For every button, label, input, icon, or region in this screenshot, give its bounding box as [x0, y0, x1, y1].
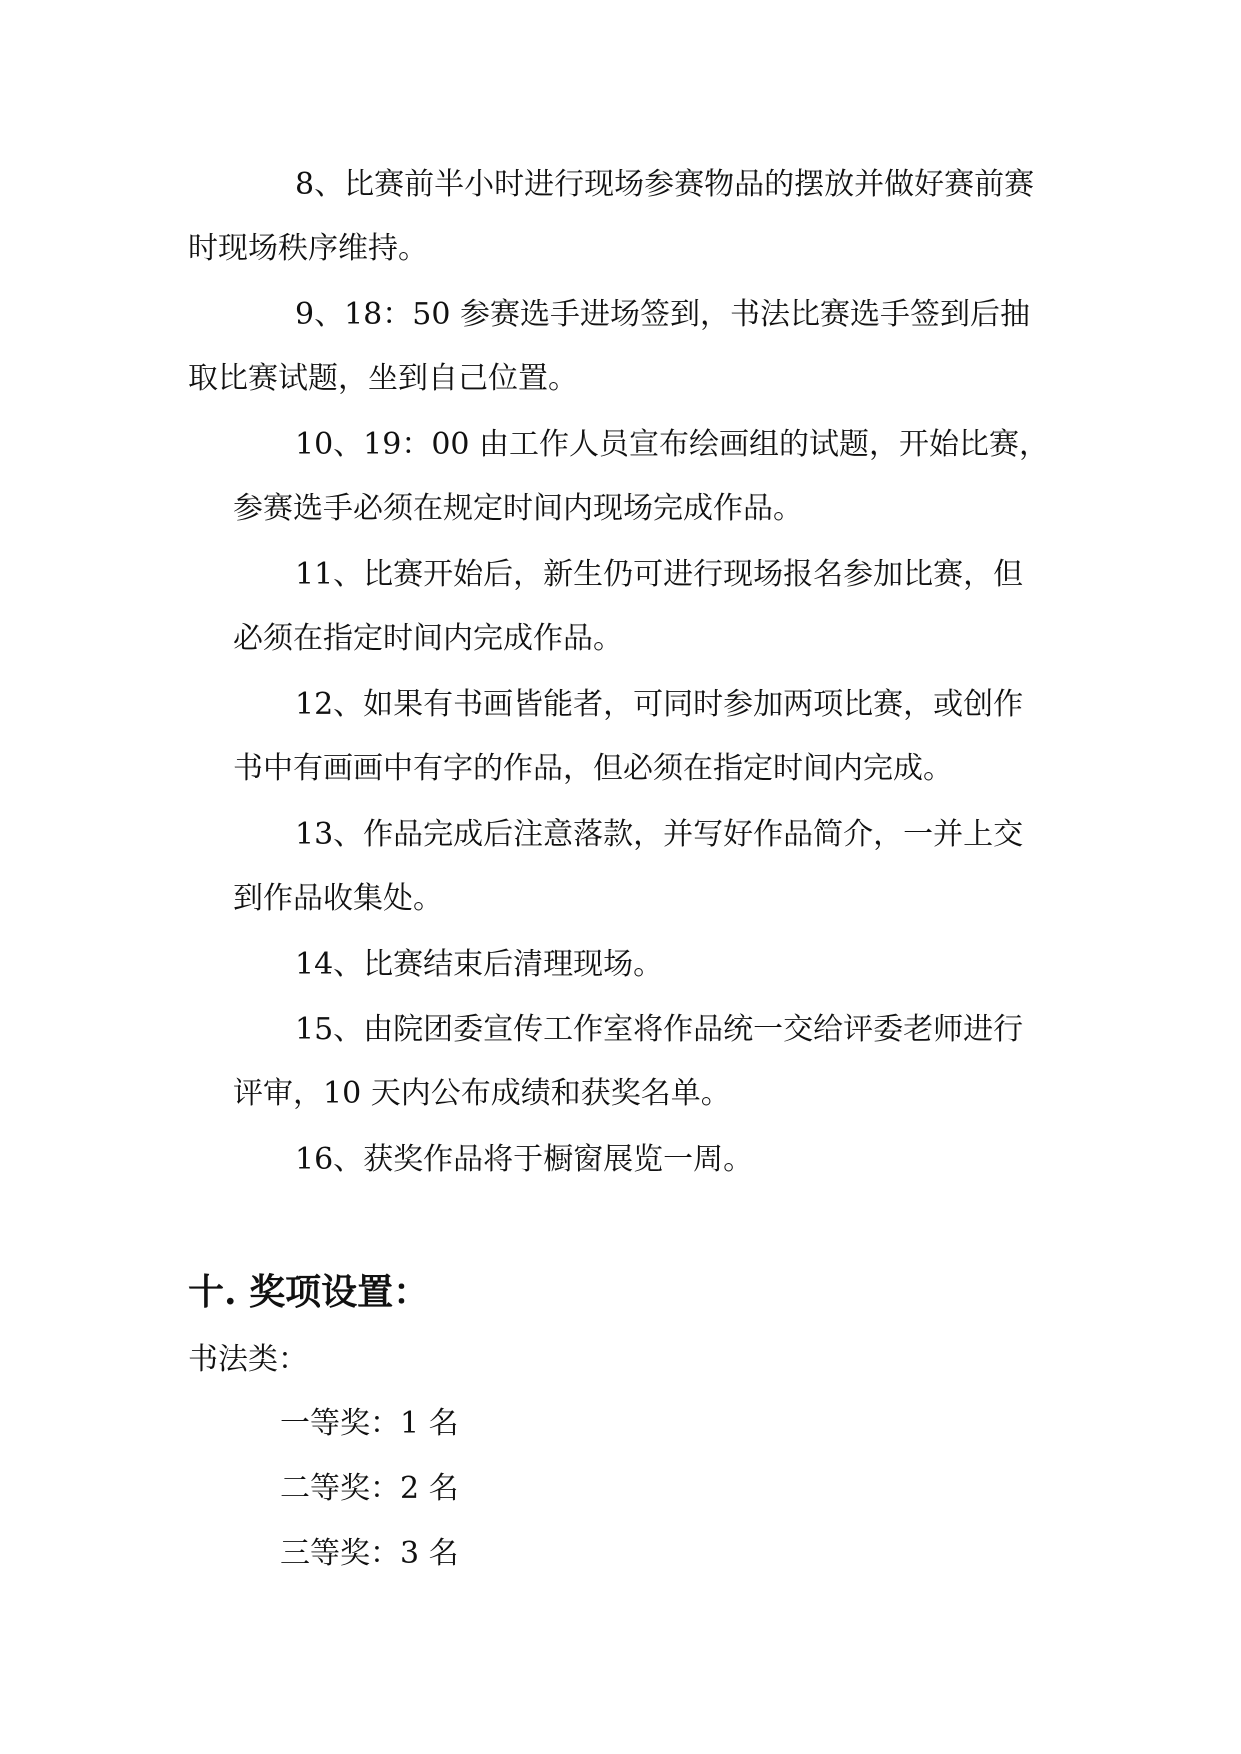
item-13-line-2: 到作品收集处。	[233, 881, 443, 916]
item-14-line-1: 14、比赛结束后清理现场。	[295, 947, 664, 982]
item-9-line-2: 取比赛试题，坐到自己位置。	[188, 361, 578, 396]
prize-first: 一等奖：1 名	[280, 1406, 459, 1441]
item-11-line-2: 必须在指定时间内完成作品。	[233, 621, 623, 656]
item-11-line-1: 11、比赛开始后，新生仍可进行现场报名参加比赛，但	[295, 557, 1024, 592]
item-8-line-2: 时现场秩序维持。	[188, 231, 428, 266]
item-13-line-1: 13、作品完成后注意落款，并写好作品简介，一并上交	[295, 817, 1024, 852]
prize-second: 二等奖：2 名	[280, 1471, 459, 1506]
item-9-line-1: 9、18：50 参赛选手进场签到，书法比赛选手签到后抽	[295, 297, 1030, 332]
item-12-line-1: 12、如果有书画皆能者，可同时参加两项比赛，或创作	[295, 687, 1024, 722]
item-12-line-2: 书中有画画中有字的作品，但必须在指定时间内完成。	[233, 751, 953, 786]
item-10-line-2: 参赛选手必须在规定时间内现场完成作品。	[233, 491, 803, 526]
prize-third: 三等奖：3 名	[280, 1536, 459, 1571]
item-15-line-2: 评审，10 天内公布成绩和获奖名单。	[233, 1076, 731, 1111]
item-16-line-1: 16、获奖作品将于橱窗展览一周。	[295, 1142, 754, 1177]
item-8-line-1: 8、比赛前半小时进行现场参赛物品的摆放并做好赛前赛	[295, 167, 1035, 202]
section-heading-awards: 十. 奖项设置：	[188, 1271, 430, 1313]
category-calligraphy: 书法类：	[188, 1342, 308, 1377]
item-10-line-1: 10、19：00 由工作人员宣布绘画组的试题，开始比赛，	[295, 427, 1050, 462]
item-15-line-1: 15、由院团委宣传工作室将作品统一交给评委老师进行	[295, 1012, 1024, 1047]
